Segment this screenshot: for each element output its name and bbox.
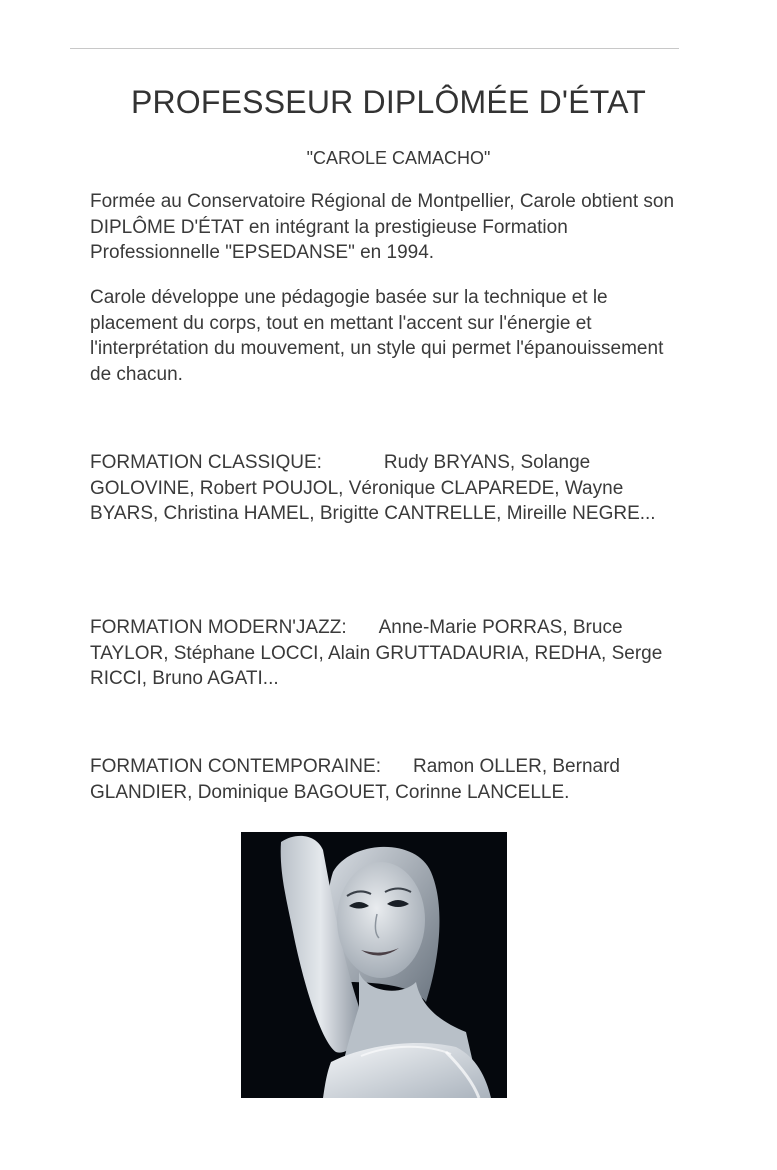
training-contemporaine (90, 754, 680, 805)
bio-intro-paragraph: Formée au Conservatoire Régional de Montpellier, Carole obtient son DIPLÔME D'ÉTAT en intégrant la prestigieuse Formation Professionnelle "EPSEDANSE" en 1994. (90, 191, 675, 263)
training-contemporaine-label: FORMATION CONTEMPORAINE: (90, 756, 381, 777)
top-divider (70, 48, 679, 49)
page-title: PROFESSEUR DIPLÔMÉE D'ÉTAT (130, 84, 647, 120)
bio-pedagogy-paragraph: Carole développe une pédagogie basée sur la technique et le placement du corps, tout en mettant l'accent sur l'énergie et l'interprétation du mouvement, un style qui permet l'épanouissement de chacun. (90, 287, 664, 385)
portrait-illustration (241, 832, 507, 1098)
teacher-portrait-photo (241, 832, 507, 1098)
training-jazz-teachers: Anne-Marie PORRAS, Bruce TAYLOR, Stéphane LOCCI, Alain GRUTTADAURIA, REDHA, Serge RICCI, Bruno AGATI... (90, 617, 663, 689)
training-modern-jazz (90, 615, 680, 692)
teacher-name: "CAROLE CAMACHO" (306, 148, 491, 168)
training-contemporaine-teachers: Ramon OLLER, Bernard GLANDIER, Dominique BAGOUET, Corinne LANCELLE. (90, 756, 620, 803)
training-classique (90, 450, 680, 527)
training-jazz-label: FORMATION MODERN'JAZZ: (90, 617, 347, 638)
training-classique-teachers: Rudy BRYANS, Solange GOLOVINE, Robert POUJOL, Véronique CLAPAREDE, Wayne BYARS, Christina HAMEL, Brigitte CANTRELLE, Mireille NEGRE... (90, 452, 656, 524)
training-classique-label: FORMATION CLASSIQUE: (90, 452, 322, 473)
